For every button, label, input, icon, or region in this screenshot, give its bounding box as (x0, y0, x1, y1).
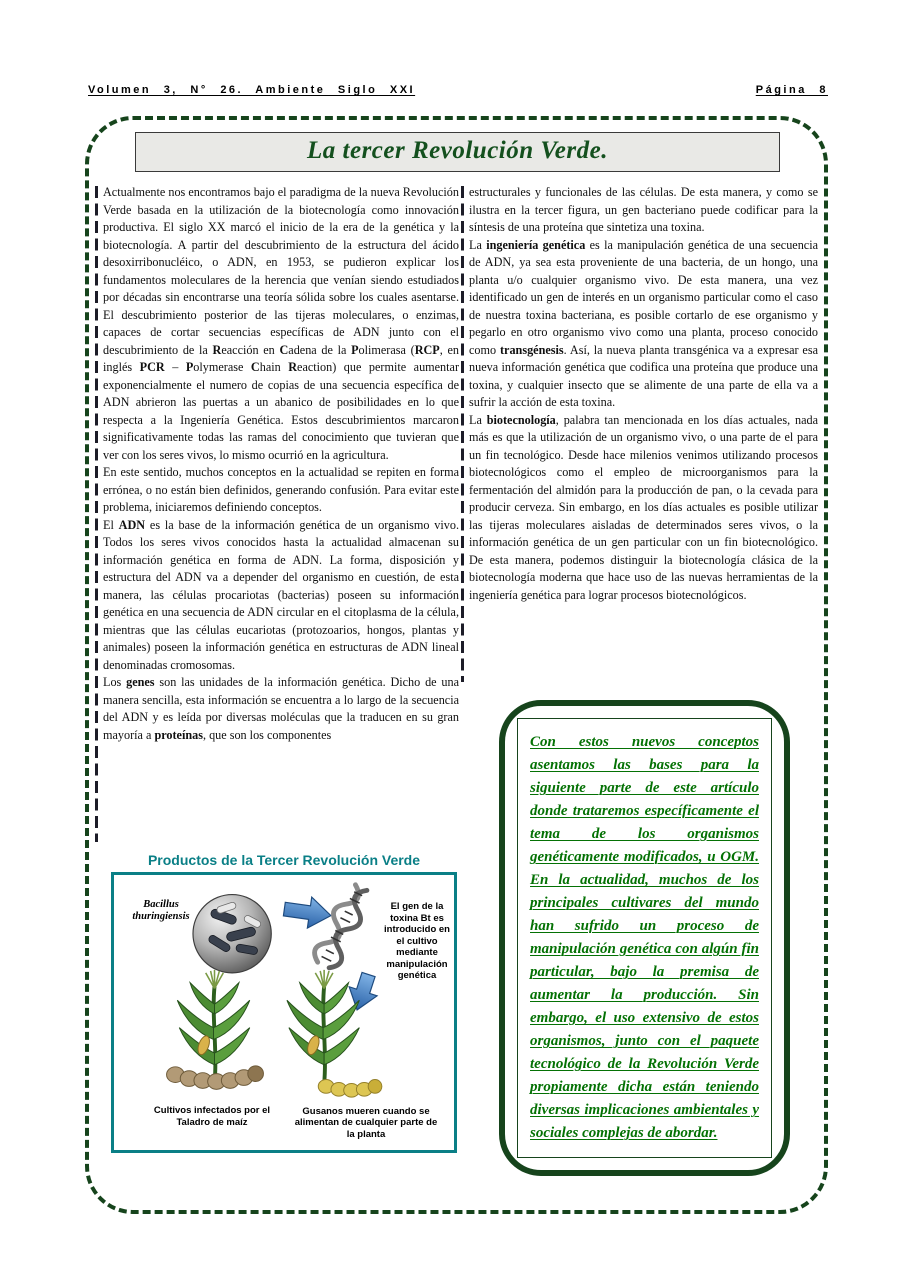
article-text-right (469, 184, 818, 684)
figure-title: Productos de la Tercer Revolución Verde (147, 852, 421, 868)
paragraph: El ADN es la base de la información genética de un organismo vivo. Todos los seres vivos conocidos hasta la actualidad almacenan su información genética en forma de ADN. La forma, disposición y estructura del ADN va a depender del organismo en cuestión, de esta manera, las células procariotas (bacterias) poseen su información genética en una secuencia de ADN circular en el citoplasma de la célula, mientras que las células eucariotas (protozoarios, hongos, plantas y animales) poseen la información genética en estructuras de ADN lineal denominadas cromosomas. (103, 517, 459, 672)
figure-caption-left: Cultivos infectados por el Taladro de maíz (153, 1105, 271, 1128)
bacteria-sphere-illustration (193, 895, 271, 973)
figure-caption-right: Gusanos mueren cuando se alimentan de cualquier parte de la planta (294, 1105, 438, 1140)
paragraph: En este sentido, muchos conceptos en la actualidad se repiten en forma errónea, o no están bien definidos, generando confusión. Para evitar este problema, iniciaremos definiendo conceptos. (103, 465, 459, 514)
title-box (135, 132, 780, 172)
article-frame (85, 116, 828, 1214)
paragraph: Actualmente nos encontramos bajo el paradigma de la nueva Revolución Verde basada en la utilización de la biotecnología como innovación productiva. El siglo XX marcó el inicio de la era de la genética y la biotecnología. A partir del descubrimiento de la estructura del ácido desoxirribonucléico, o ADN, en 1953, se pudieron explicar los fundamentos moleculares de la herencia que venían siendo estudiados por décadas sin encontrarse una teoría sólida sobre los cuales asentarse. El descubrimiento posterior de las tijeras moleculares, o enzimas, capaces de cortar secuencias específicas de ADN junto con el descubrimiento de la Reacción en Cadena de la Polimerasa (RCP, en inglés PCR – Polymerase Chain Reaction) que permite aumentar exponencialmente el numero de copias de una secuencia específica de ADN abrieron las puertas a un abanico de posibilidades en lo que respecta a la Ingeniería Genética. Estos descubrimientos marcaron significativamente todas las ramas del conocimiento que tuvieran que ver con los seres vivos, lo mismo ocurrió en la agricultura. (103, 185, 460, 462)
page-header (88, 84, 828, 96)
quote-inner (517, 718, 772, 1158)
figure-box (111, 872, 457, 1153)
article-text-left (103, 184, 459, 844)
gene-label: El gen de la toxina Bt es introducido en el cultivo mediante manipulación genética (384, 901, 450, 981)
page-title: La tercer Revolución Verde. (307, 137, 608, 164)
arrow-down-icon (343, 970, 382, 1014)
paragraph: Los genes son las unidades de la información genética. Dicho de una manera sencilla, esta información se encuentra a lo largo de la secuencia del ADN y es leída por diversas moléculas que la traducen en su gran mayoría a proteínas, que son los componentes (103, 675, 459, 742)
arrow-right-icon (282, 894, 333, 932)
quote-box (499, 700, 790, 1176)
paragraph: La ingeniería genética es la manipulación genética de una secuencia de ADN, ya sea esta proveniente de una bacteria, de un hongo, una planta u/o cualquier organismo vivo. De esta manera, una vez identificado un gen de interés en un organismo particular como el caso de nuestra toxina bacteriana, es posible cortarlo de ese organismo y pegarlo en otro organismo vivo como una planta, proceso conocido como transgénesis. Así, la nueva planta transgénica va a expresar esa nueva información genética que codifica una proteína que produce una toxina, y cualquier insecto que se alimente de una parte de ella va a sufrir la acción de esta toxina. (469, 237, 819, 409)
paragraph: La biotecnología, palabra tan mencionada en los días actuales, nada más es que la utilización de un organismo vivo, o una parte de el para un fin tecnológico. Desde hace milenios venimos utilizando procesos biotecnológicos como el empleo de microorganismos para la fermentación del almidón para la producción de pan, o la cevada para producir cerveza. Sin embargo, en los días actuales es posible utilizar las tijeras moleculares aisladas de determinados seres vivos, o la información genética de un gen particular con un fin biotecnológico. De esta manera, podemos distinguir la biotecnología clásica de la biotecnología moderna que hace uso de las nuevas herramientas de la ingeniería genética para lograr procesos biotecnológicos. (469, 412, 818, 602)
article-column-left (103, 184, 459, 1176)
page-number-label: Página 8 (755, 84, 828, 96)
corn-plant-illustration (177, 970, 359, 1085)
caterpillar-illustration (167, 1066, 382, 1097)
article-column-right (469, 184, 818, 1176)
bacteria-label: Bacillus thuringiensis (132, 899, 190, 922)
volume-label: Volumen 3, N° 26. Ambiente Siglo XXI (88, 84, 416, 96)
dna-icon (311, 881, 374, 971)
quote-text: Con estos nuevos conceptos asentamos las bases para la siguiente parte de este artículo donde trataremos específicamente el tema de los organismos genéticamente modificados, u OGM. En la actualidad, muchos de los principales cultivares del mundo han sufrido un proceso de manipulación genética con algún fin particular, bajo la premisa de aumentar la producción. Sin embargo, el uso extensivo de estos organismos, junto con el paquete tecnológico de la Revolución Verde propiamente dicha están teniendo diversas implicaciones ambientales y sociales complejas de abordar. (530, 734, 759, 1141)
article-columns (95, 184, 820, 1176)
paragraph: estructurales y funcionales de las células. De esta manera, y como se ilustra en la tercer figura, un gen bacteriano puede codificar para la síntesis de una proteína que sintetiza una toxina. (469, 185, 818, 234)
